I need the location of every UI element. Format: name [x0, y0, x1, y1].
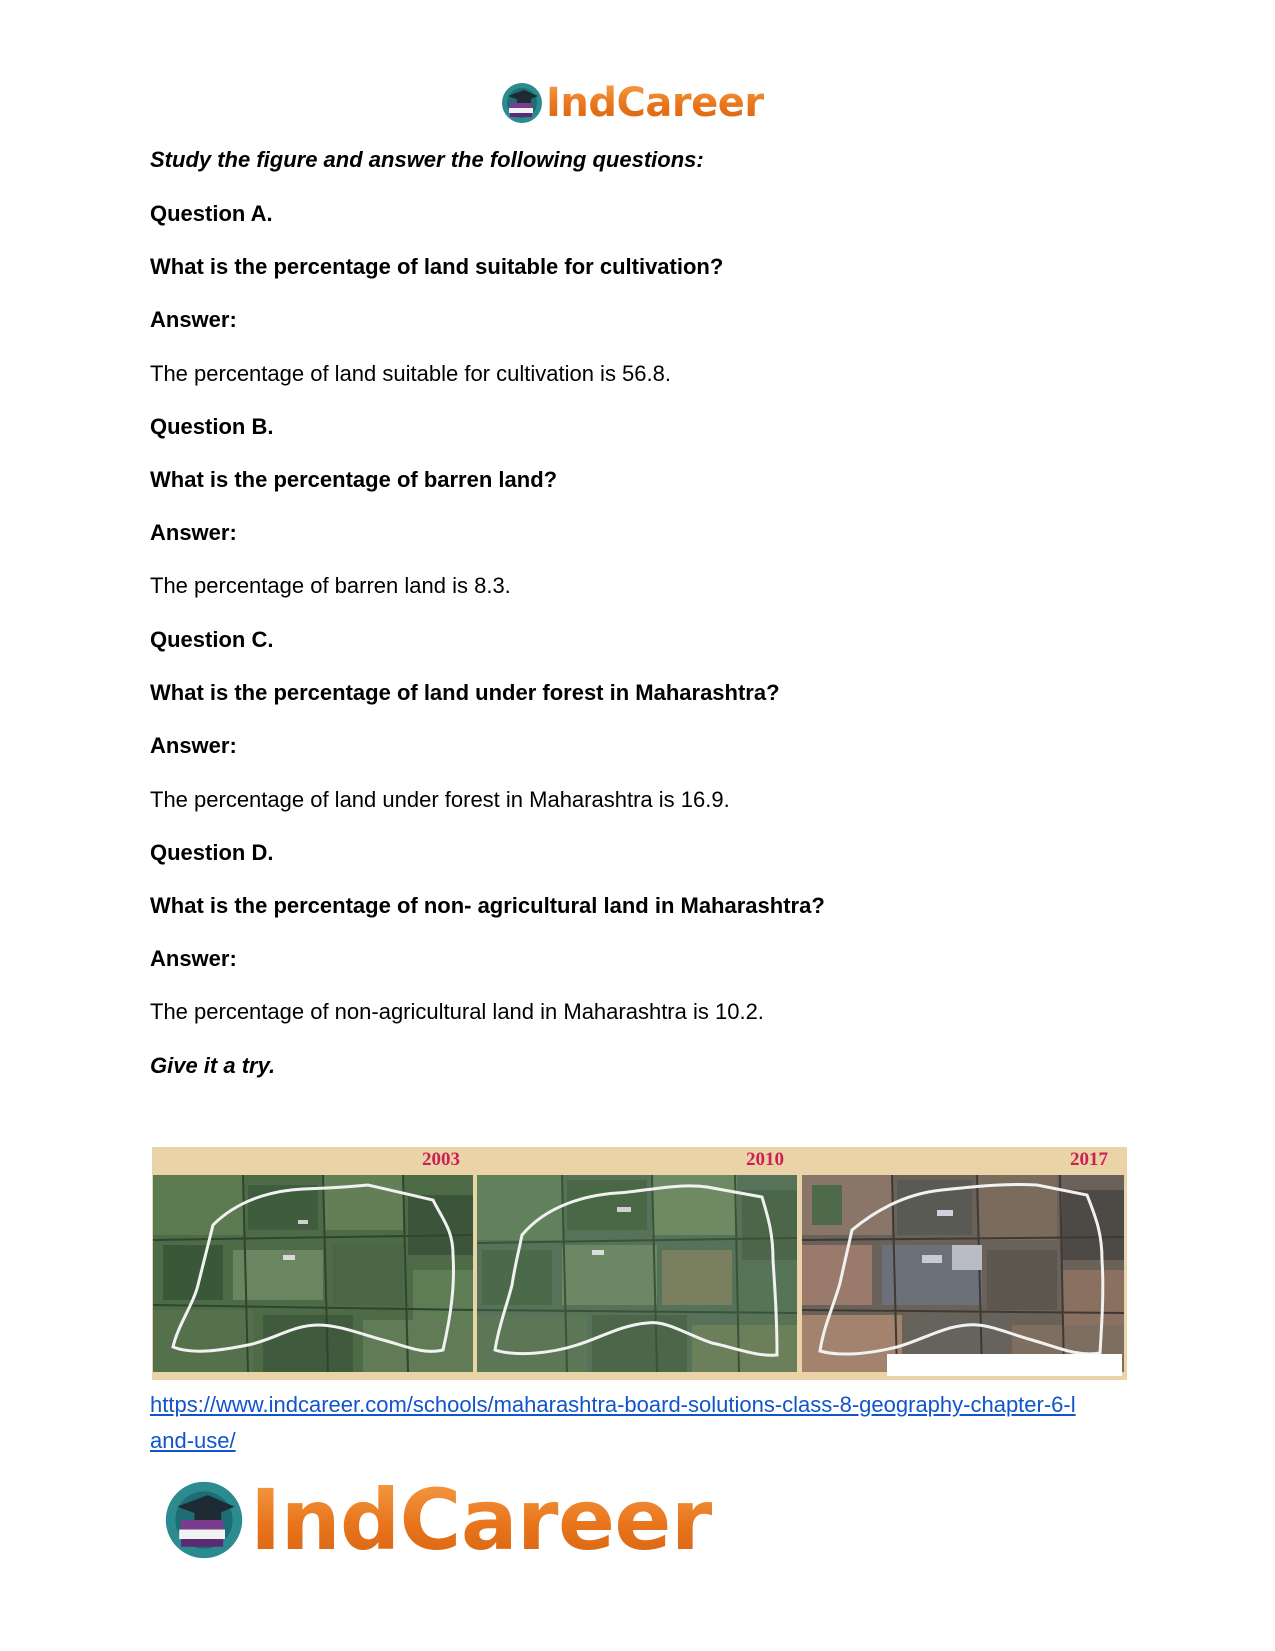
logo-wordmark: IndCareer — [250, 1471, 712, 1569]
question-c-answer-label: Answer: — [150, 733, 237, 758]
question-d-answer: The percentage of non-agricultural land in Maharashtra is 10.2. — [150, 999, 764, 1024]
question-d-text: What is the percentage of non- agricultural land in Maharashtra? — [150, 893, 825, 918]
question-d-answer-label: Answer: — [150, 946, 237, 971]
question-b-text: What is the percentage of barren land? — [150, 467, 558, 492]
question-c-text: What is the percentage of land under forest in Maharashtra? — [150, 680, 780, 705]
satellite-panel-2010 — [477, 1175, 797, 1372]
white-cover-box — [887, 1354, 1122, 1376]
question-c-answer: The percentage of land under forest in Maharashtra is 16.9. — [150, 787, 730, 812]
indcareer-logo-top — [500, 78, 764, 128]
graduation-book-icon — [162, 1478, 246, 1562]
satellite-panel-2017 — [802, 1175, 1124, 1372]
give-it-a-try-heading: Give it a try. — [150, 1053, 276, 1078]
question-b-label: Question B. — [150, 414, 274, 439]
year-label-2003: 2003 — [422, 1149, 460, 1170]
source-link[interactable] — [150, 1387, 1150, 1459]
graduation-book-icon — [500, 81, 544, 125]
question-a-answer-label: Answer: — [150, 307, 237, 332]
source-link-line-2[interactable]: and-use/ — [150, 1428, 236, 1453]
intro-heading: Study the figure and answer the following questions: — [150, 147, 704, 172]
question-a-text: What is the percentage of land suitable for cultivation? — [150, 254, 724, 279]
question-b-answer-label: Answer: — [150, 520, 237, 545]
year-label-2017: 2017 — [1070, 1149, 1108, 1170]
satellite-panel-2003 — [153, 1175, 473, 1372]
question-a-answer: The percentage of land suitable for cultivation is 56.8. — [150, 361, 671, 386]
source-link-line-1[interactable]: https://www.indcareer.com/schools/maharashtra-board-solutions-class-8-geography-chapter-6-l — [150, 1392, 1076, 1417]
logo-wordmark: IndCareer — [546, 80, 764, 126]
question-a-label: Question A. — [150, 201, 273, 226]
question-c-label: Question C. — [150, 627, 274, 652]
year-label-2010: 2010 — [746, 1149, 784, 1170]
question-d-label: Question D. — [150, 840, 274, 865]
question-b-answer: The percentage of barren land is 8.3. — [150, 573, 511, 598]
land-use-satellite-figure — [152, 1147, 1127, 1380]
indcareer-logo-bottom — [162, 1470, 712, 1570]
